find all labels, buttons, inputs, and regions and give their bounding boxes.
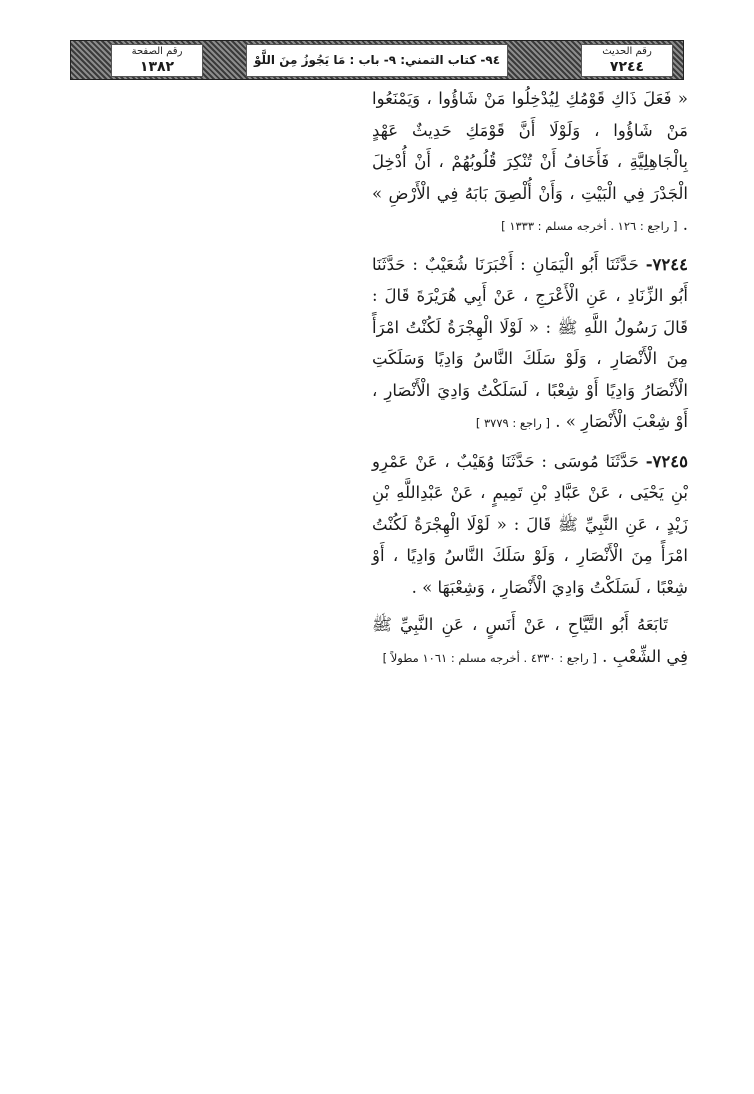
continuation-text: « فَعَلَ ذَاكِ قَوْمُكِ لِيُدْخِلُوا مَنْ شَاؤُوا ، وَيَمْنَعُوا مَنْ شَاؤُوا ، وَلَوْلَا أَنَّ قَوْمَكِ حَدِيثٌ عَهْدٍ بِالْجَاهِلِيَّةِ ، فَأَخَافُ أَنْ تُنْكِرَ قُلُوبُهُمْ ، أَنْ أُدْخِلَ الْجَدْرَ فِي الْبَيْتِ ، وَأَنْ أُلْصِقَ بَابَهُ فِي الْأَرْضِ » . <box>372 89 688 234</box>
hadith-number-box <box>581 44 673 77</box>
hadith-7244-number: ٧٢٤٤- <box>645 254 688 274</box>
mutabaa-text: تَابَعَهُ أَبُو التَّيَّاحِ ، عَنْ أَنَسٍ ، عَنِ النَّبِيِّ ﷺ فِي الشِّعْبِ . <box>372 615 688 666</box>
hadith-number: ٧٢٤٤ <box>609 59 645 75</box>
chapter-title-box <box>246 44 508 77</box>
hadith-7245-text: حَدَّثَنَا مُوسَى : حَدَّثَنَا وُهَيْبٌ ، عَنْ عَمْرِو بْنِ يَحْيَى ، عَنْ عَبَّادِ بْنِ تَمِيمٍ ، عَنْ عَبْدِاللَّهِ بْنِ زَيْدٍ ، عَنِ النَّبِيِّ ﷺ قَالَ : « لَوْلَا الْهِجْرَةُ لَكُنْتُ امْرَأً مِنَ الْأَنْصَارِ ، وَلَوْ سَلَكَ النَّاسُ وَادِيًا ، أَوْ شِعْبًا ، لَسَلَكْتُ وَادِيَ الْأَنْصَارِ ، وَشِعْبَهَا » . <box>372 451 688 597</box>
hadith-7244-reference: [ راجع : ٣٧٧٩ ] <box>475 416 550 430</box>
chapter-title: ٩٤- كتاب التمني: ٩- باب : مَا يَجُوزُ مِنَ اللَّوْ <box>253 53 501 67</box>
continuation-reference: [ راجع : ١٢٦ . أخرجه مسلم : ١٣٣٣ ] <box>501 219 678 233</box>
hadith-7245-number: ٧٢٤٥- <box>645 451 688 471</box>
hadith-7244-text: حَدَّثَنَا أَبُو الْيَمَانِ : أَخْبَرَنَا شُعَيْبٌ : حَدَّثَنَا أَبُو الزِّنَادِ ، عَنِ الْأَعْرَجِ ، عَنْ أَبِي هُرَيْرَةَ قَالَ : قَالَ رَسُولُ اللَّهِ ﷺ : « لَوْلَا الْهِجْرَةُ لَكُنْتُ امْرَأً مِنَ الْأَنْصَارِ ، وَلَوْ سَلَكَ النَّاسُ وَادِيًا وَسَلَكَتِ الْأَنْصَارُ وَادِيًا أَوْ شِعْبًا ، لَسَلَكْتُ وَادِيَ الْأَنْصَارِ ، أَوْ شِعْبَ الْأَنْصَارِ » . <box>372 254 688 431</box>
hadith-7244-paragraph <box>372 249 688 440</box>
page-number-box <box>111 44 203 77</box>
page-header <box>70 40 684 80</box>
continuation-paragraph <box>372 83 688 243</box>
page-body <box>372 83 688 674</box>
mutabaa-paragraph <box>372 609 688 674</box>
mutabaa-reference: [ راجع : ٤٣٣٠ . أخرجه مسلم : ١٠٦١ مطولاً ] <box>382 650 597 665</box>
page-number-label: رقم الصفحة <box>131 46 183 57</box>
page-number: ١٣٨٢ <box>139 59 175 75</box>
hadith-number-label: رقم الحديث <box>602 46 652 57</box>
hadith-7245-paragraph <box>372 446 688 604</box>
